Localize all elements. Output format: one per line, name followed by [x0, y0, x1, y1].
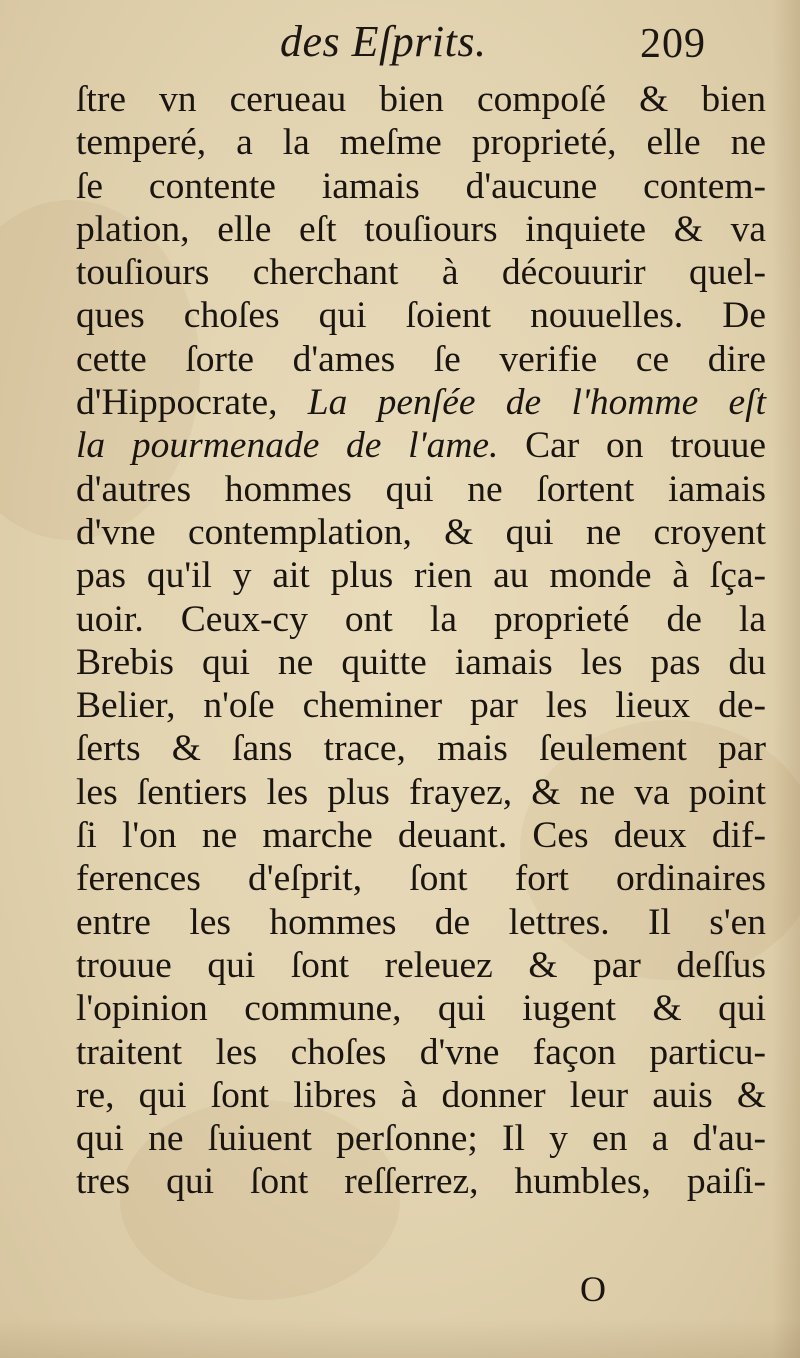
text-run: la pourmenade de l'ame. — [76, 425, 499, 467]
text-run: re, qui ſont libres à donner leur auis & — [76, 1074, 766, 1116]
text-line — [76, 121, 766, 164]
text-line — [76, 338, 766, 381]
text-line — [76, 987, 766, 1030]
text-line — [76, 78, 766, 121]
text-run: Car on trouue — [498, 425, 766, 467]
text-line — [76, 1074, 766, 1117]
text-run: Brebis qui ne quitte iamais les pas du — [76, 641, 766, 683]
text-line — [76, 468, 766, 511]
text-line — [76, 641, 766, 684]
text-run: l'opinion commune, qui iugent & qui — [76, 988, 766, 1030]
text-run: entre les hommes de lettres. Il s'en — [76, 901, 766, 943]
text-run: uoir. Ceux-cy ont la proprieté de la — [76, 598, 766, 640]
text-run: d'autres hommes qui ne ſortent iamais — [76, 468, 766, 510]
text-line — [76, 424, 766, 467]
text-line — [76, 944, 766, 987]
text-run: d'Hippocrate, — [76, 382, 308, 424]
text-line — [76, 684, 766, 727]
text-run: tres qui ſont reſſerrez, humbles, paiſi- — [76, 1161, 766, 1203]
text-run: traitent les choſes d'vne façon particu- — [76, 1031, 766, 1073]
text-line — [76, 814, 766, 857]
running-head — [0, 12, 800, 72]
text-line — [76, 857, 766, 900]
running-head-title: des Eſprits. — [280, 17, 487, 66]
text-run: pas qu'il y ait plus rien au monde à ſça- — [76, 555, 766, 597]
text-line — [76, 381, 766, 424]
text-run: touſiours cherchant à découurir quel- — [76, 252, 766, 294]
text-run: ques choſes qui ſoient nouuelles. De — [76, 295, 766, 337]
text-run: La penſée de l'homme eſt — [307, 382, 766, 424]
page-edge-shadow — [0, 1318, 800, 1358]
text-run: ſi l'on ne marche deuant. Ces deux dif- — [76, 815, 766, 857]
text-line — [76, 554, 766, 597]
text-run: cette ſorte d'ames ſe verifie ce dire — [76, 338, 766, 380]
text-run: plation, elle eſt touſiours inquiete & va — [76, 208, 766, 250]
page-edge-shadow — [772, 0, 800, 1358]
text-line — [76, 1117, 766, 1160]
text-line — [76, 771, 766, 814]
signature-mark: O — [580, 1269, 606, 1309]
text-line — [76, 727, 766, 770]
text-run: Belier, n'oſe cheminer par les lieux de- — [76, 685, 766, 727]
text-line — [76, 251, 766, 294]
text-run: ſerts & ſans trace, mais ſeulement par — [76, 728, 766, 770]
text-line — [76, 598, 766, 641]
text-run: ſe contente iamais d'aucune contem- — [76, 165, 766, 207]
text-run: les ſentiers les plus frayez, & ne va point — [76, 771, 766, 813]
text-run: trouue qui ſont releuez & par deſſus — [76, 944, 766, 986]
text-run: ſtre vn cerueau bien compoſé & bien — [76, 79, 766, 120]
text-run: ferences d'eſprit, ſont fort ordinaires — [76, 858, 766, 900]
page-number: 209 — [640, 21, 706, 67]
text-line — [76, 1160, 766, 1203]
body-text — [76, 78, 766, 1204]
text-line — [76, 1031, 766, 1074]
text-run: qui ne ſuiuent perſonne; Il y en a d'au- — [76, 1118, 766, 1160]
text-line — [76, 208, 766, 251]
text-line — [76, 165, 766, 208]
text-line — [76, 901, 766, 944]
text-run: temperé, a la meſme proprieté, elle ne — [76, 122, 766, 164]
text-run: d'vne contemplation, & qui ne croyent — [76, 511, 766, 553]
text-line — [76, 294, 766, 337]
text-line — [76, 511, 766, 554]
